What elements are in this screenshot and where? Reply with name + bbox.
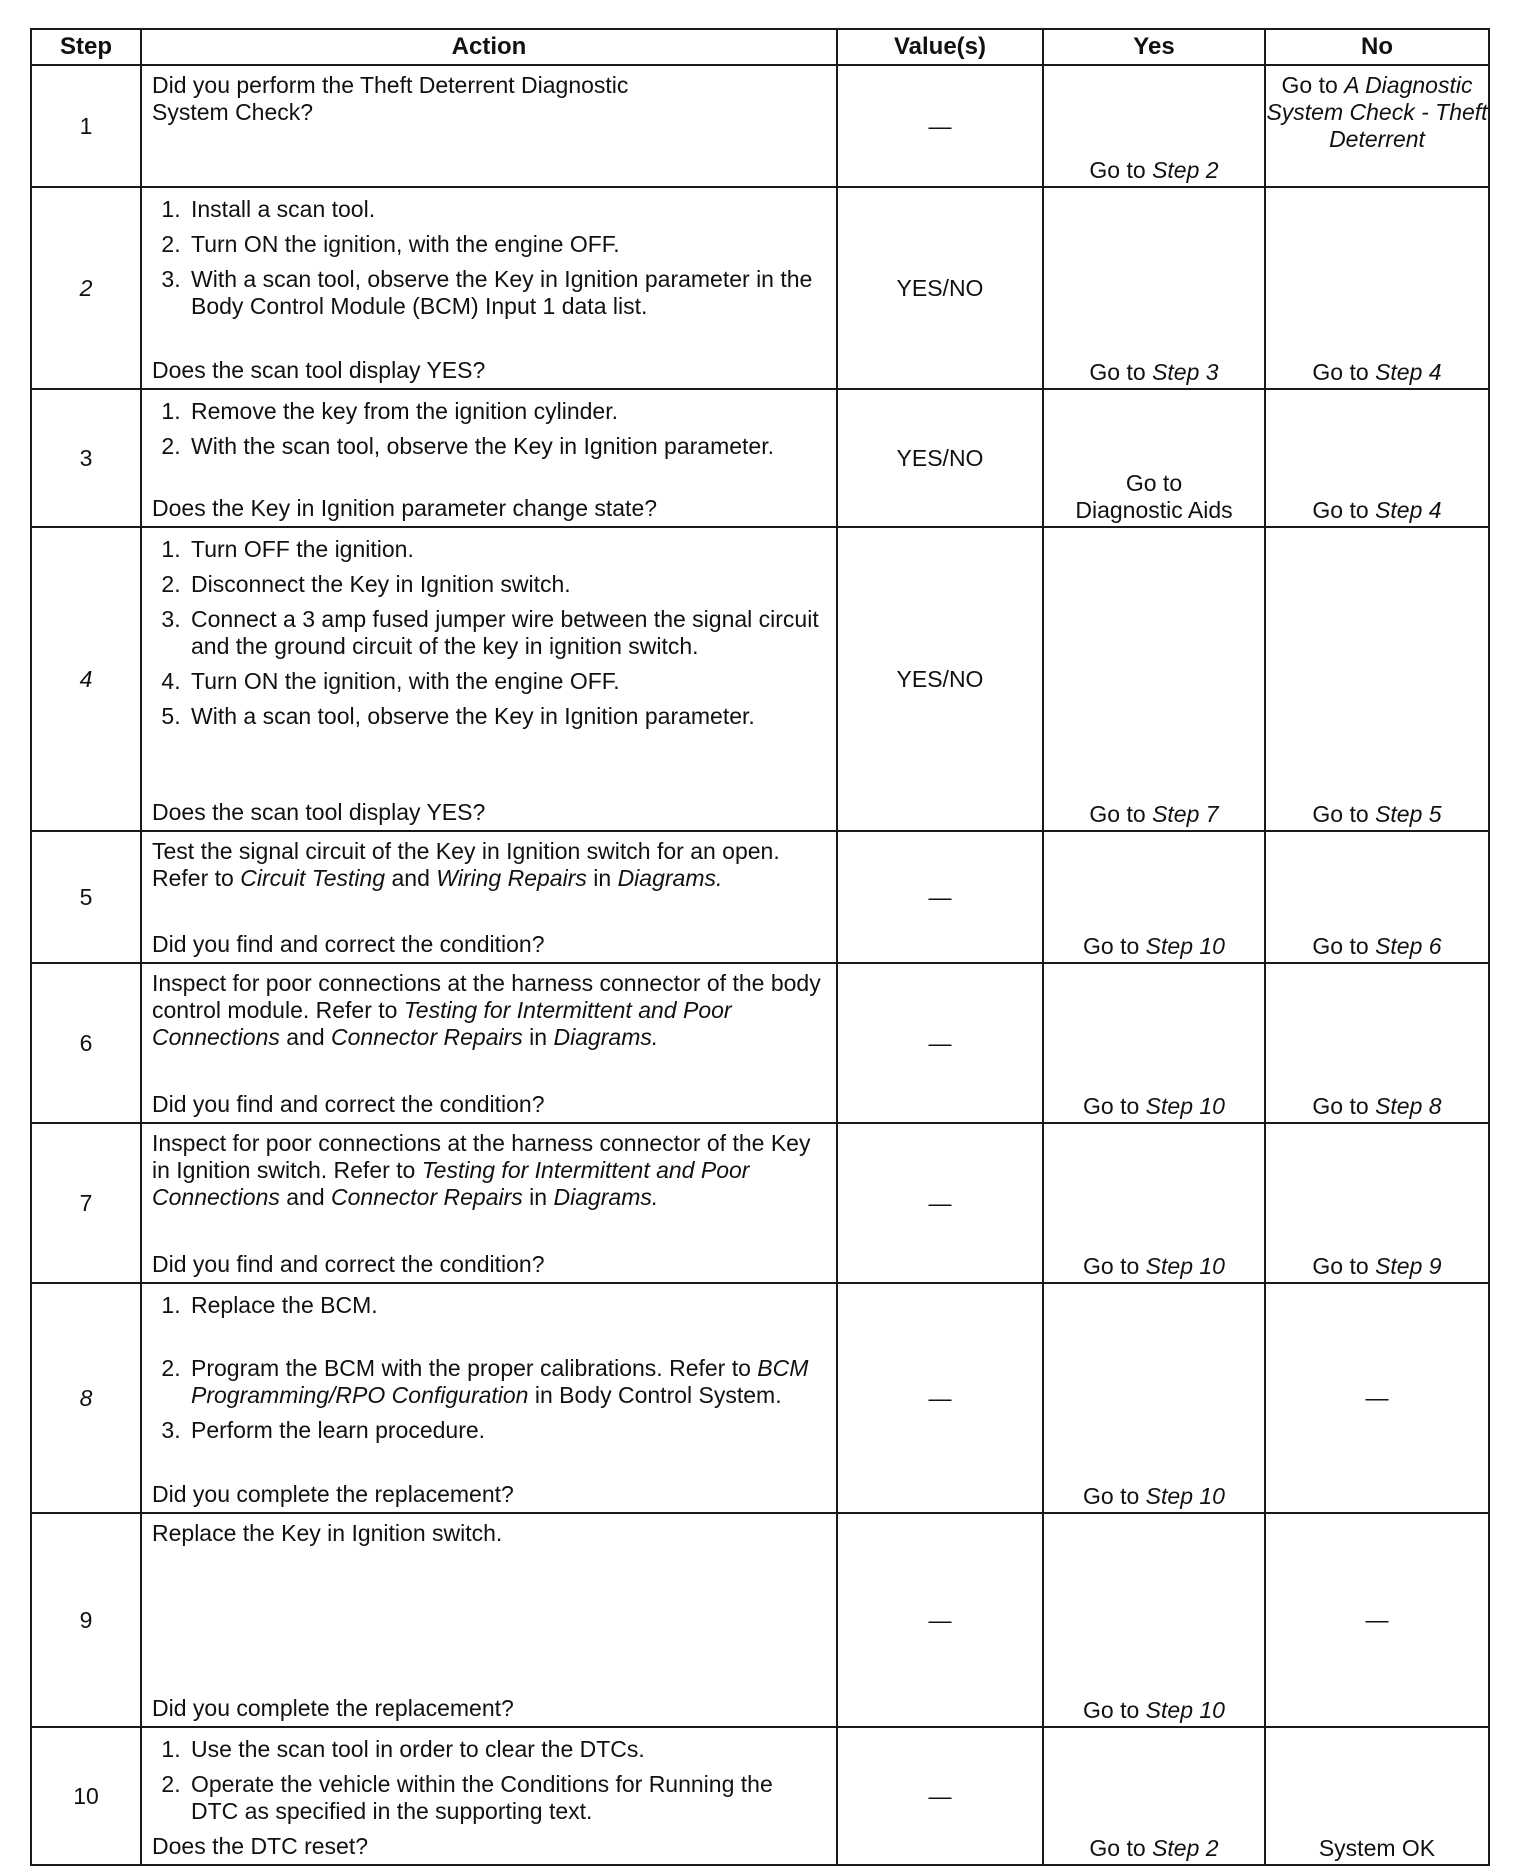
yes-link-ref: Step 3: [1152, 359, 1219, 385]
action-list: [142, 1728, 836, 1825]
action-item: 2. Turn ON the ignition, with the engine OFF.: [187, 231, 826, 258]
action-text: [142, 832, 836, 892]
yes-link-prefix: Go to: [1083, 933, 1146, 959]
no-link-ref: Step 9: [1375, 1253, 1442, 1279]
table-row-step-5: [31, 831, 1489, 963]
action-item: 1. Install a scan tool.: [187, 196, 826, 223]
yes-link[interactable]: [1044, 359, 1264, 386]
no-link-ref: A Diagnostic System Check - Theft Deterrent: [1266, 72, 1488, 152]
no-link-prefix: Go to: [1312, 801, 1376, 827]
value-cell: —: [837, 1123, 1043, 1283]
action-question: Did you find and correct the condition?: [152, 1091, 545, 1117]
yes-link-prefix: Go to: [1083, 1697, 1146, 1723]
value-cell: —: [837, 1513, 1043, 1727]
action-cell: [141, 1283, 837, 1513]
no-link-prefix: Go to: [1312, 359, 1376, 385]
action-text-part: Inspect for poor connections at the harness connector of the Key in Ignition switch. Refer to: [152, 1130, 811, 1183]
action-item: 2. Disconnect the Key in Ignition switch.: [187, 571, 826, 598]
yes-cell: [1043, 1513, 1265, 1727]
no-value: —: [1365, 1384, 1389, 1411]
no-link[interactable]: [1266, 933, 1488, 960]
step-number: 1: [31, 65, 141, 187]
action-list: [142, 390, 836, 460]
yes-link[interactable]: [1044, 801, 1264, 828]
step-number: 8: [31, 1283, 141, 1513]
no-link[interactable]: [1266, 66, 1488, 153]
yes-link[interactable]: [1044, 157, 1264, 184]
no-result: System OK: [1318, 1835, 1436, 1861]
yes-link-ref: Step 10: [1145, 933, 1225, 959]
header-row: [31, 29, 1489, 65]
yes-cell: [1043, 1283, 1265, 1513]
value-cell: YES/NO: [837, 187, 1043, 389]
action-question: Does the Key in Ignition parameter change state?: [152, 495, 658, 521]
yes-link[interactable]: [1044, 933, 1264, 960]
step-number: 6: [31, 963, 141, 1123]
action-text: [142, 1124, 836, 1211]
no-link-prefix: Go to: [1312, 497, 1376, 523]
step-number: 5: [31, 831, 141, 963]
value-cell: YES/NO: [837, 527, 1043, 831]
yes-link-ref: Step 10: [1145, 1483, 1225, 1509]
action-text-part: in: [586, 865, 618, 891]
bcm-programming-ref[interactable]: BCM Programming/RPO Configuration: [191, 1355, 809, 1408]
table-row-step-8: [31, 1283, 1489, 1513]
no-link-ref: Step 4: [1375, 497, 1442, 523]
diagrams-ref[interactable]: Diagrams.: [553, 1184, 659, 1210]
action-text-part: and: [279, 1184, 332, 1210]
value-cell: —: [837, 963, 1043, 1123]
action-text-part: and: [385, 865, 437, 891]
no-cell: [1265, 527, 1489, 831]
action-text-part: Program the BCM with the proper calibrations. Refer to: [191, 1355, 758, 1381]
no-link-prefix: Go to: [1312, 933, 1376, 959]
action-cell: [141, 831, 837, 963]
yes-link-line1: Go to: [1125, 470, 1183, 496]
action-cell: [141, 187, 837, 389]
no-link-ref: Step 5: [1375, 801, 1442, 827]
yes-link-prefix: Go to: [1089, 157, 1153, 183]
table-row-step-10: [31, 1727, 1489, 1865]
yes-cell: [1043, 389, 1265, 527]
no-cell: [1265, 1123, 1489, 1283]
header-step: Step: [31, 29, 141, 65]
no-value: —: [1365, 1606, 1389, 1633]
table-row-step-7: [31, 1123, 1489, 1283]
yes-link[interactable]: [1044, 1483, 1264, 1510]
value-cell: —: [837, 65, 1043, 187]
connector-repairs-ref[interactable]: Connector Repairs: [331, 1024, 523, 1050]
action-cell: [141, 65, 837, 187]
yes-link-prefix: Go to: [1083, 1253, 1146, 1279]
value-cell: YES/NO: [837, 389, 1043, 527]
no-link-prefix: Go to: [1312, 1093, 1376, 1119]
no-cell: [1265, 1513, 1489, 1727]
action-cell: [141, 1513, 837, 1727]
action-text-part: Inspect for poor connections at the harness connector of the body control module. Refer to: [152, 970, 821, 1023]
action-item: 3. Connect a 3 amp fused jumper wire between the signal circuit and the ground circuit of the key in ignition switch.: [187, 606, 826, 660]
no-cell: [1265, 1283, 1489, 1513]
action-cell: [141, 1727, 837, 1865]
no-link-ref: Step 4: [1375, 359, 1442, 385]
no-link[interactable]: [1266, 801, 1488, 828]
yes-link[interactable]: [1044, 1253, 1264, 1280]
action-text-part: in: [522, 1184, 554, 1210]
action-question: Did you complete the replacement?: [152, 1481, 514, 1507]
yes-cell: [1043, 187, 1265, 389]
no-link-ref: Step 8: [1375, 1093, 1442, 1119]
value-cell: —: [837, 831, 1043, 963]
action-cell: [141, 963, 837, 1123]
action-item: 1. Turn OFF the ignition.: [187, 536, 826, 563]
table-row-step-4: [31, 527, 1489, 831]
yes-cell: [1043, 831, 1265, 963]
yes-link-ref: Step 7: [1152, 801, 1219, 827]
no-link[interactable]: [1266, 359, 1488, 386]
table-row-step-2: [31, 187, 1489, 389]
action-item: 1. Remove the key from the ignition cylinder.: [187, 398, 826, 425]
no-link-ref: Step 6: [1375, 933, 1442, 959]
action-question: Did you find and correct the condition?: [152, 931, 545, 957]
step-number: 4: [31, 527, 141, 831]
action-text-part: and: [279, 1024, 332, 1050]
action-item: 2. Operate the vehicle within the Conditions for Running the DTC as specified in the supporting text.: [187, 1771, 826, 1825]
no-cell: [1265, 831, 1489, 963]
action-text: Replace the Key in Ignition switch.: [152, 1520, 503, 1546]
yes-link-prefix: Go to: [1089, 359, 1153, 385]
action-list: [142, 1284, 836, 1444]
testing-intermittent-ref[interactable]: Testing for Intermittent and Poor Connections: [152, 997, 732, 1050]
no-cell: [1265, 1727, 1489, 1865]
action-item: 5. With a scan tool, observe the Key in Ignition parameter.: [187, 703, 826, 730]
no-cell: [1265, 963, 1489, 1123]
no-link-prefix: Go to: [1312, 1253, 1376, 1279]
diagnostic-table: [30, 28, 1490, 1866]
action-question: Does the scan tool display YES?: [152, 357, 486, 383]
connector-repairs-ref[interactable]: Connector Repairs: [331, 1184, 523, 1210]
value-cell: —: [837, 1727, 1043, 1865]
value-cell: —: [837, 1283, 1043, 1513]
wiring-repairs-ref[interactable]: Wiring Repairs: [436, 865, 587, 891]
yes-link-ref: Step 10: [1145, 1253, 1225, 1279]
action-question: Did you find and correct the condition?: [152, 1251, 545, 1277]
action-item: 3. Perform the learn procedure.: [187, 1417, 826, 1444]
action-question: Does the scan tool display YES?: [152, 799, 486, 825]
yes-cell: [1043, 1123, 1265, 1283]
action-text-part: Test the signal circuit of the Key in Ignition switch for an open. Refer to: [152, 838, 780, 891]
header-action: Action: [141, 29, 837, 65]
step-number: 7: [31, 1123, 141, 1283]
no-cell: [1265, 187, 1489, 389]
testing-intermittent-ref[interactable]: Testing for Intermittent and Poor Connections: [152, 1157, 750, 1210]
action-text: [142, 964, 836, 1051]
step-number: 3: [31, 389, 141, 527]
action-text-part: in: [522, 1024, 554, 1050]
action-cell: [141, 527, 837, 831]
diagrams-ref[interactable]: Diagrams.: [617, 865, 723, 891]
table-row-step-3: [31, 389, 1489, 527]
action-text: Did you perform the Theft Deterrent Diagnostic System Check?: [152, 72, 629, 125]
action-cell: [141, 1123, 837, 1283]
yes-link[interactable]: [1044, 1093, 1264, 1120]
action-item: 1. Use the scan tool in order to clear the DTCs.: [187, 1736, 826, 1763]
no-link-prefix: Go to: [1281, 72, 1345, 98]
table-row-step-9: [31, 1513, 1489, 1727]
step-number: 10: [31, 1727, 141, 1865]
yes-link-prefix: Go to: [1083, 1093, 1146, 1119]
circuit-testing-ref[interactable]: Circuit Testing: [240, 865, 386, 891]
action-item: 3. With a scan tool, observe the Key in Ignition parameter in the Body Control Module (BCM) Input 1 data list.: [187, 266, 826, 320]
action-cell: [141, 389, 837, 527]
yes-link-prefix: Go to: [1089, 801, 1153, 827]
table-row-step-1: [31, 65, 1489, 187]
action-text-part: in Body Control System.: [528, 1382, 782, 1408]
header-yes: Yes: [1043, 29, 1265, 65]
yes-link-ref: Step 2: [1152, 1835, 1219, 1861]
no-link[interactable]: [1266, 497, 1488, 524]
action-list: [142, 528, 836, 730]
diagrams-ref[interactable]: Diagrams.: [553, 1024, 659, 1050]
action-item: 1. Replace the BCM.: [187, 1292, 826, 1319]
yes-link-prefix: Go to: [1089, 1835, 1153, 1861]
yes-link[interactable]: [1044, 1697, 1264, 1724]
no-cell: [1265, 389, 1489, 527]
yes-cell: [1043, 963, 1265, 1123]
yes-link-line2: Diagnostic Aids: [1075, 497, 1233, 523]
no-link[interactable]: [1266, 1093, 1488, 1120]
yes-link[interactable]: [1044, 470, 1264, 524]
yes-cell: [1043, 527, 1265, 831]
action-list: [142, 188, 836, 320]
header-no: No: [1265, 29, 1489, 65]
header-values: Value(s): [837, 29, 1043, 65]
action-item: [187, 1355, 826, 1409]
yes-link-ref: Step 10: [1145, 1697, 1225, 1723]
yes-cell: [1043, 1727, 1265, 1865]
yes-cell: [1043, 65, 1265, 187]
action-question: Did you complete the replacement?: [152, 1695, 514, 1721]
yes-link-ref: Step 10: [1145, 1093, 1225, 1119]
action-item: 4. Turn ON the ignition, with the engine OFF.: [187, 668, 826, 695]
yes-link-ref: Step 2: [1152, 157, 1219, 183]
no-cell: [1265, 65, 1489, 187]
yes-link-prefix: Go to: [1083, 1483, 1146, 1509]
step-number: 9: [31, 1513, 141, 1727]
step-number: 2: [31, 187, 141, 389]
action-question: Does the DTC reset?: [152, 1833, 369, 1859]
action-item: 2. With the scan tool, observe the Key in Ignition parameter.: [187, 433, 826, 460]
no-link[interactable]: [1266, 1253, 1488, 1280]
table-row-step-6: [31, 963, 1489, 1123]
